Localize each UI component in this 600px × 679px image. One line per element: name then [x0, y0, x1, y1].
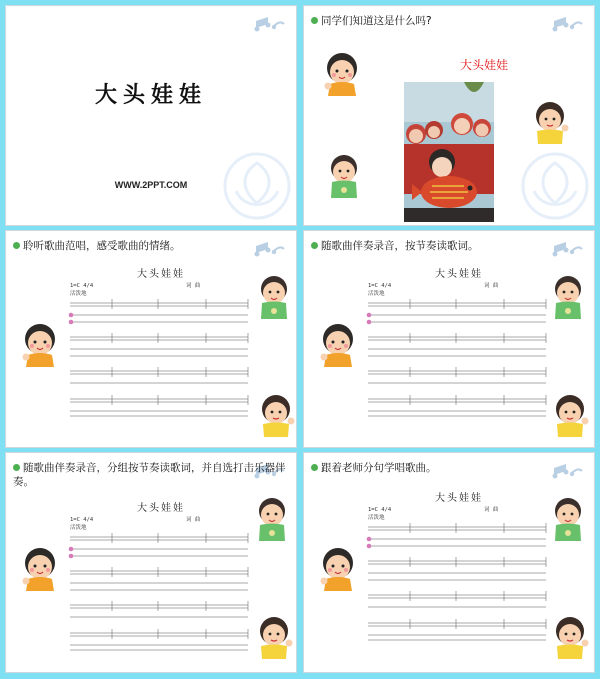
website-url: WWW.2PPT.COM	[114, 180, 188, 190]
cartoon-boy-illustration	[548, 495, 592, 545]
slide-rhythm-read[interactable]	[303, 230, 595, 448]
instruction-text: 随歌曲伴奏录音，分组按节奏读歌词，并自选打击乐器伴奏。	[13, 462, 286, 488]
photo-caption: 大头娃娃	[459, 58, 508, 72]
bullet-dot-icon	[311, 464, 318, 471]
score-title: 大头娃娃	[435, 269, 483, 280]
watermark-logo-icon	[222, 151, 292, 221]
cartoon-girl-illustration	[530, 98, 574, 148]
cartoon-girl-illustration	[318, 545, 362, 595]
score-notation-image	[68, 493, 254, 653]
instruction-text: 随歌曲伴奏录音，按节奏读歌词。	[321, 240, 479, 252]
cartoon-girl-illustration	[20, 545, 64, 595]
score-sheet	[68, 493, 254, 653]
score-notation-image	[366, 483, 552, 643]
score-title: 大头娃娃	[137, 503, 185, 514]
score-notation-image	[68, 259, 254, 419]
watermark-logo-icon	[520, 151, 590, 221]
cartoon-girl-illustration	[550, 391, 594, 441]
score-sheet	[366, 483, 552, 643]
slide-group-read[interactable]	[5, 452, 297, 673]
score-title: 大头娃娃	[137, 269, 185, 280]
question-text: 同学们知道这是什么吗?	[321, 15, 432, 27]
cartoon-boy-illustration	[254, 273, 297, 323]
score-notation-image	[366, 259, 552, 419]
cartoon-boy-illustration	[548, 273, 592, 323]
cartoon-girl-illustration	[254, 613, 297, 663]
cartoon-girl-illustration	[550, 613, 594, 663]
slide-title[interactable]	[5, 5, 297, 226]
cartoon-boy-illustration	[252, 495, 296, 545]
slide-learn-sing[interactable]	[303, 452, 595, 673]
music-notes-icon	[254, 14, 288, 34]
bullet-dot-icon	[13, 464, 20, 471]
slide-listen[interactable]	[5, 230, 297, 448]
instruction-text: 跟着老师分句学唱歌曲。	[321, 462, 437, 474]
cartoon-girl-illustration	[20, 321, 64, 371]
cartoon-girl-illustration	[256, 391, 297, 441]
slide-question[interactable]	[303, 5, 595, 226]
bullet-dot-icon	[311, 17, 318, 24]
slide-title-heading: 大头娃娃	[94, 83, 207, 108]
score-sheet	[68, 259, 254, 419]
bullet-dot-icon	[311, 242, 318, 249]
instruction-text: 聆听歌曲范唱，感受歌曲的情绪。	[23, 240, 181, 252]
bullet-dot-icon	[13, 242, 20, 249]
score-title: 大头娃娃	[435, 493, 483, 504]
cartoon-girl-illustration	[322, 50, 366, 100]
big-head-doll-photo	[404, 82, 494, 222]
cartoon-girl-illustration	[318, 321, 362, 371]
score-sheet	[366, 259, 552, 419]
cartoon-boy-illustration	[324, 152, 368, 202]
